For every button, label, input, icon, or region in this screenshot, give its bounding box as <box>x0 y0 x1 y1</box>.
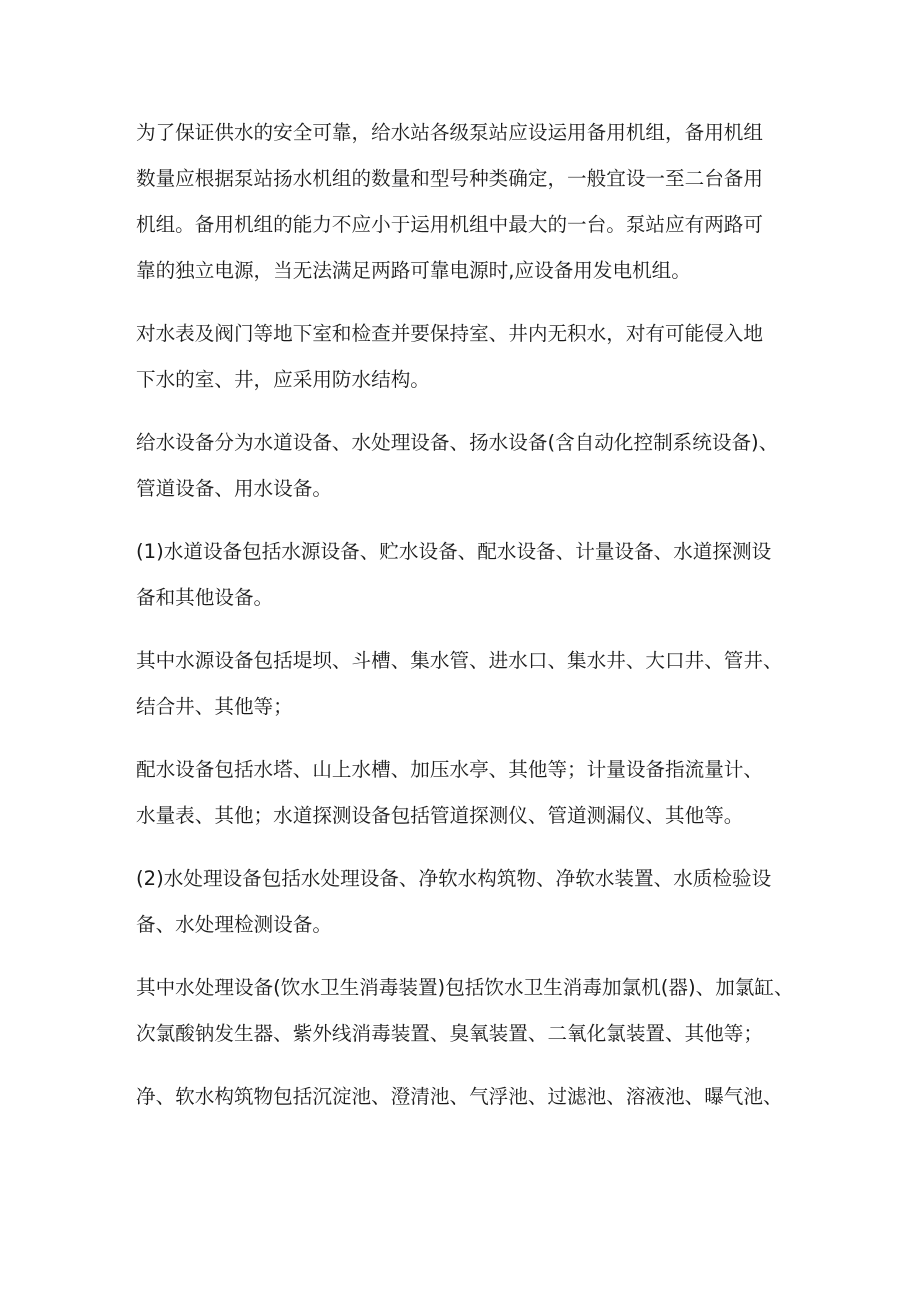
text-line: 为了保证供水的安全可靠，给水站各级泵站应设运用备用机组，备用机组 <box>136 121 763 144</box>
paragraph-equipment-categories <box>136 420 796 512</box>
text-line: 其中水处理设备(饮水卫生消毒装置)包括饮水卫生消毒加氯机(器)、加氯缸、 <box>136 976 794 999</box>
text-line: 水量表、其他；水道探测设备包括管道探测仪、管道测漏仪、其他等。 <box>136 804 744 827</box>
paragraph-backup-units <box>136 110 796 294</box>
text-line: (1)水道设备包括水源设备、贮水设备、配水设备、计量设备、水道探测设 <box>136 540 772 563</box>
paragraph-basement-waterproofing <box>136 311 796 403</box>
text-line: (2)水处理设备包括水处理设备、净软水构筑物、净软水装置、水质检验设 <box>136 867 772 890</box>
text-line: 净、软水构筑物包括沉淀池、澄清池、气浮池、过滤池、溶液池、曝气池、 <box>136 1085 783 1108</box>
text-line: 给水设备分为水道设备、水处理设备、扬水设备(含自动化控制系统设备)、 <box>136 431 779 454</box>
paragraph-waterway-equipment <box>136 529 796 621</box>
text-line: 下水的室、井，应采用防水结构。 <box>136 368 430 391</box>
text-line: 备、水处理检测设备。 <box>136 913 332 936</box>
text-line: 其中水源设备包括堤坝、斗槽、集水管、进水口、集水井、大口井、管井、 <box>136 649 783 672</box>
paragraph-softening-structures <box>136 1074 796 1120</box>
paragraph-distribution-equipment <box>136 747 796 839</box>
paragraph-treatment-equipment <box>136 856 796 948</box>
text-line: 结合井、其他等； <box>136 695 293 718</box>
text-line: 对水表及阀门等地下室和检查并要保持室、井内无积水，对有可能侵入地 <box>136 322 763 345</box>
text-line: 管道设备、用水设备。 <box>136 477 332 500</box>
text-line: 机组。备用机组的能力不应小于运用机组中最大的一台。泵站应有两路可 <box>136 213 763 236</box>
paragraph-disinfection-devices <box>136 965 796 1057</box>
text-line: 靠的独立电源，当无法满足两路可靠电源时,应设备用发电机组。 <box>136 259 691 282</box>
text-line: 备和其他设备。 <box>136 586 274 609</box>
paragraph-source-equipment <box>136 638 796 730</box>
text-line: 数量应根据泵站扬水机组的数量和型号种类确定，一般宜设一至二台备用 <box>136 167 763 190</box>
document-body <box>136 110 796 1137</box>
text-line: 次氯酸钠发生器、紫外线消毒装置、臭氧装置、二氧化氯装置、其他等； <box>136 1022 763 1045</box>
text-line: 配水设备包括水塔、山上水槽、加压水亭、其他等；计量设备指流量计、 <box>136 758 763 781</box>
